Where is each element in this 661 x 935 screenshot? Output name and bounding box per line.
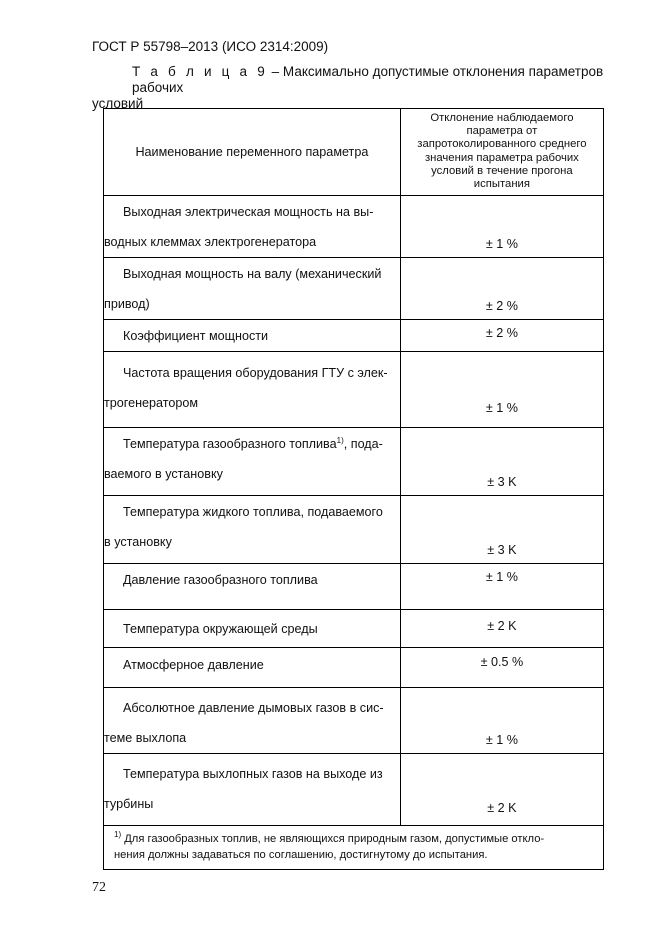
param-tolerance: ± 1 % [400, 196, 603, 258]
param-name: Выходная электрическая мощность на вы- водных клеммах электрогенератора [104, 196, 401, 258]
param-tolerance: ± 3 K [400, 428, 603, 496]
param-name: Температура окружающей среды [104, 610, 401, 648]
table-header-row [104, 109, 604, 196]
table-row [104, 352, 604, 428]
table-row [104, 196, 604, 258]
footnote-ref: 1) [336, 436, 344, 446]
col-header-deviation: Отклонение наблюдаемого параметра от запротоколированного среднего значения параметра рабочих условий в течение прогона испытания [400, 109, 603, 196]
footnote-mark: 1) [114, 830, 122, 840]
param-tolerance: ± 1 % [400, 688, 603, 754]
param-tolerance: ± 2 K [400, 754, 603, 826]
param-tolerance: ± 1 % [400, 564, 603, 610]
table-row [104, 688, 604, 754]
table-footnote: $^{1)}$ Для газообразных топлив, не являющихся природным газом, допустимые откло- нения должны задаваться по соглашению, достигнутому до испытания. [104, 826, 604, 870]
param-name: Коэффициент мощности [104, 320, 401, 352]
table-row [104, 648, 604, 688]
caption-text-cont: условий [92, 96, 144, 111]
table-row [104, 610, 604, 648]
param-name: Температура газообразного топлива$^{1)}$, пода- ваемого в установку [104, 428, 401, 496]
footnote-row [104, 826, 604, 870]
table-row [104, 496, 604, 564]
param-tolerance: ± 3 K [400, 496, 603, 564]
caption-text: – Максимально допустимые отклонения параметров рабочих [132, 64, 604, 95]
param-name: Атмосферное давление [104, 648, 401, 688]
table-row [104, 428, 604, 496]
param-tolerance: ± 2 K [400, 610, 603, 648]
table-row [104, 754, 604, 826]
document-header: ГОСТ Р 55798–2013 (ИСО 2314:2009) [92, 39, 329, 54]
table-row [104, 258, 604, 320]
table-row [104, 320, 604, 352]
param-name: Выходная мощность на валу (механический привод) [104, 258, 401, 320]
col-header-parameter: Наименование переменного параметра [104, 109, 401, 196]
param-name: Температура выхлопных газов на выходе из турбины [104, 754, 401, 826]
param-tolerance: ± 0.5 % [400, 648, 603, 688]
table-row [104, 564, 604, 610]
page-number: 72 [92, 880, 106, 895]
param-name: Давление газообразного топлива [104, 564, 401, 610]
param-tolerance: ± 1 % [400, 352, 603, 428]
table-caption [92, 64, 620, 112]
param-name: Абсолютное давление дымовых газов в сис- теме выхлопа [104, 688, 401, 754]
deviation-table [103, 108, 604, 870]
table-label: Т а б л и ц а 9 [132, 64, 268, 79]
param-name: Частота вращения оборудования ГТУ с элек- трогенератором [104, 352, 401, 428]
param-tolerance: ± 2 % [400, 258, 603, 320]
param-name: Температура жидкого топлива, подаваемого в установку [104, 496, 401, 564]
param-tolerance: ± 2 % [400, 320, 603, 352]
